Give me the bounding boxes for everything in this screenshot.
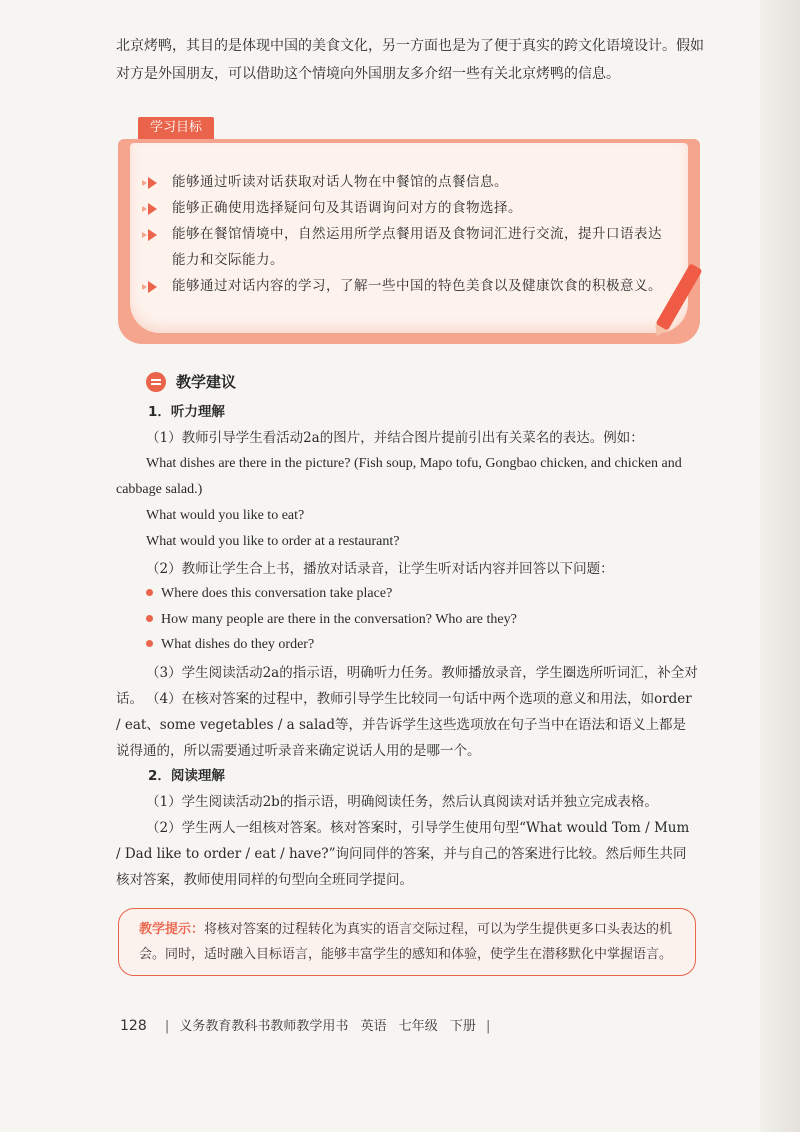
dot-bullet-icon: [146, 640, 153, 647]
listening-step-3: （3）学生阅读活动2a的指示语，明确听力任务。教师播放录音，学生圈选所听词汇，补全对话。: [116, 665, 698, 707]
listening-step-2: （2）教师让学生合上书，播放对话录音，让学生听对话内容并回答以下问题：: [146, 561, 614, 577]
example-question-2: What would you like to eat?: [146, 508, 305, 523]
learning-goals-box: [118, 139, 700, 344]
goal-item: 能够正确使用选择疑问句及其语调询问对方的食物选择。: [148, 195, 668, 221]
reading-step-1: （1）学生阅读活动2b的指示语，明确阅读任务，然后认真阅读对话并独立完成表格。: [146, 794, 658, 810]
arrow-bullet-icon: [148, 281, 157, 293]
section-listening-heading: 1．听力理解: [148, 404, 225, 420]
section-reading-heading: 2．阅读理解: [148, 768, 225, 784]
reading-step-2: （2）学生两人一组核对答案。核对答案时，引导学生使用句型“What would Tom / Mum / Dad like to order / eat / have?”询问同伴的答案，并与自己的答案进行比较。然后师生共同核对答案，教师使用同样的句型向全班同学提问。: [116, 820, 690, 888]
book-title: 义务教育教科书教师教学用书: [179, 1019, 349, 1034]
goal-item: 能够通过听读对话获取对话人物在中餐馆的点餐信息。: [148, 169, 668, 195]
example-question-3: What would you like to order at a restaurant?: [146, 534, 400, 549]
goal-item: 能够在餐馆情境中，自然运用所学点餐用语及食物词汇进行交流，提升口语表达能力和交际能力。: [148, 221, 668, 273]
page-number: 128: [120, 1018, 147, 1034]
textbook-page: 北京烤鸭，其目的是体现中国的美食文化，另一方面也是为了便于真实的跨文化语境设计。假如对方是外国朋友，可以借助这个情境向外国朋友多介绍一些有关北京烤鸭的信息。 学习目标 能够通过听读对话获取对话人物在中餐馆的点餐信息。 能够正确使用选择疑问句及其语调询问对方的食物选择。 能够在餐馆情境中，自然运用所学点餐用语及食物词汇进行交流，提升口语表达能力和交际能力。 能够通过对话内容的学习，了解一些中国的特色美食以及健康饮食的积极意义。 教学建议 1．听力理解 （1）教师引导学生看活动2a的图片，并结合图片提前引出有关菜名的表达。例如： What dishes are there in the picture? (Fish soup, Mapo tofu, Gongbao chicken, and chicken and cabbage salad.) What would you like to eat? What would you like to order at a restaurant? （2）教师让学生合上书，播放对话录音，让学生听对话内容并回答以下问题： Where does this conversation take place? How many people are there in the conversation? Who are they? What dishes do they order? （3）学生阅读活动2a的指示语，明确听力任务。教师播放录音，学生圈选所听词汇，补全对话。 （4）在核对答案的过程中，教师引导学生比较同一句话中两个选项的意义和用法，如order / eat、some vegetables / a salad等，并告诉学生这些选项放在句子当中在语法和语义上都是说得通的，所以需要通过听录音来确定说话人用的是哪一个。 2．阅读理解 （1）学生阅读活动2b的指示语，明确阅读任务，然后认真阅读对话并独立完成表格。 （2）学生两人一组核对答案。核对答案时，引导学生使用句型“What would Tom / Mum / Dad like to order / eat / have?”询问同伴的答案，并与自己的答案进行比较。然后师生共同核对答案，教师使用同样的句型向全班同学提问。 教学提示：将核对答案的过程转化为真实的语言交际过程，可以为学生提供更多口头表达的机会。同时，适时融入目标语言，能够丰富学生的感知和体验，使学生在潜移默化中掌握语言。 128 | 义务教育教科书教师教学用书 英语 七年级 下册 |: [0, 0, 800, 1132]
book-grade: 七年级: [398, 1019, 438, 1034]
dot-bullet-icon: [146, 615, 153, 622]
teaching-tip-box: [118, 908, 696, 976]
learning-goals-tab: 学习目标: [138, 117, 214, 139]
question-bullet: Where does this conversation take place?: [146, 582, 392, 606]
dot-bullet-icon: [146, 589, 153, 596]
goal-item: 能够通过对话内容的学习，了解一些中国的特色美食以及健康饮食的积极意义。: [148, 273, 668, 299]
book-volume: 下册: [449, 1019, 476, 1034]
book-subject: 英语: [360, 1019, 387, 1034]
speech-icon: [146, 372, 166, 392]
listening-step-1: （1）教师引导学生看活动2a的图片，并结合图片提前引出有关菜名的表达。例如：: [146, 430, 644, 446]
arrow-bullet-icon: [148, 177, 157, 189]
teaching-tip-text: 教学提示：将核对答案的过程转化为真实的语言交际过程，可以为学生提供更多口头表达的机会。同时，适时融入目标语言，能够丰富学生的感知和体验，使学生在潜移默化中掌握语言。: [139, 922, 673, 962]
question-bullet: How many people are there in the conversation? Who are they?: [146, 608, 517, 632]
goals-list: [148, 169, 668, 299]
teaching-tip-label: 教学提示：: [139, 922, 205, 937]
intro-paragraph: 北京烤鸭，其目的是体现中国的美食文化，另一方面也是为了便于真实的跨文化语境设计。假如对方是外国朋友，可以借助这个情境向外国朋友多介绍一些有关北京烤鸭的信息。: [116, 38, 704, 82]
listening-step-4: （4）在核对答案的过程中，教师引导学生比较同一句话中两个选项的意义和用法，如order / eat、some vegetables / a salad等，并告诉学生这些选项放在句子当中在语法和语义上都是说得通的，所以需要通过听录音来确定说话人用的是哪一个。: [116, 691, 692, 759]
arrow-bullet-icon: [148, 229, 157, 241]
page-footer: 128 | 义务教育教科书教师教学用书 英语 七年级 下册 |: [120, 1018, 491, 1034]
example-question-1: What dishes are there in the picture? (Fish soup, Mapo tofu, Gongbao chicken, and chicken and cabbage salad.): [116, 456, 682, 497]
page-edge-shadow: [760, 0, 800, 1132]
question-bullet: What dishes do they order?: [146, 633, 314, 657]
arrow-bullet-icon: [148, 203, 157, 215]
